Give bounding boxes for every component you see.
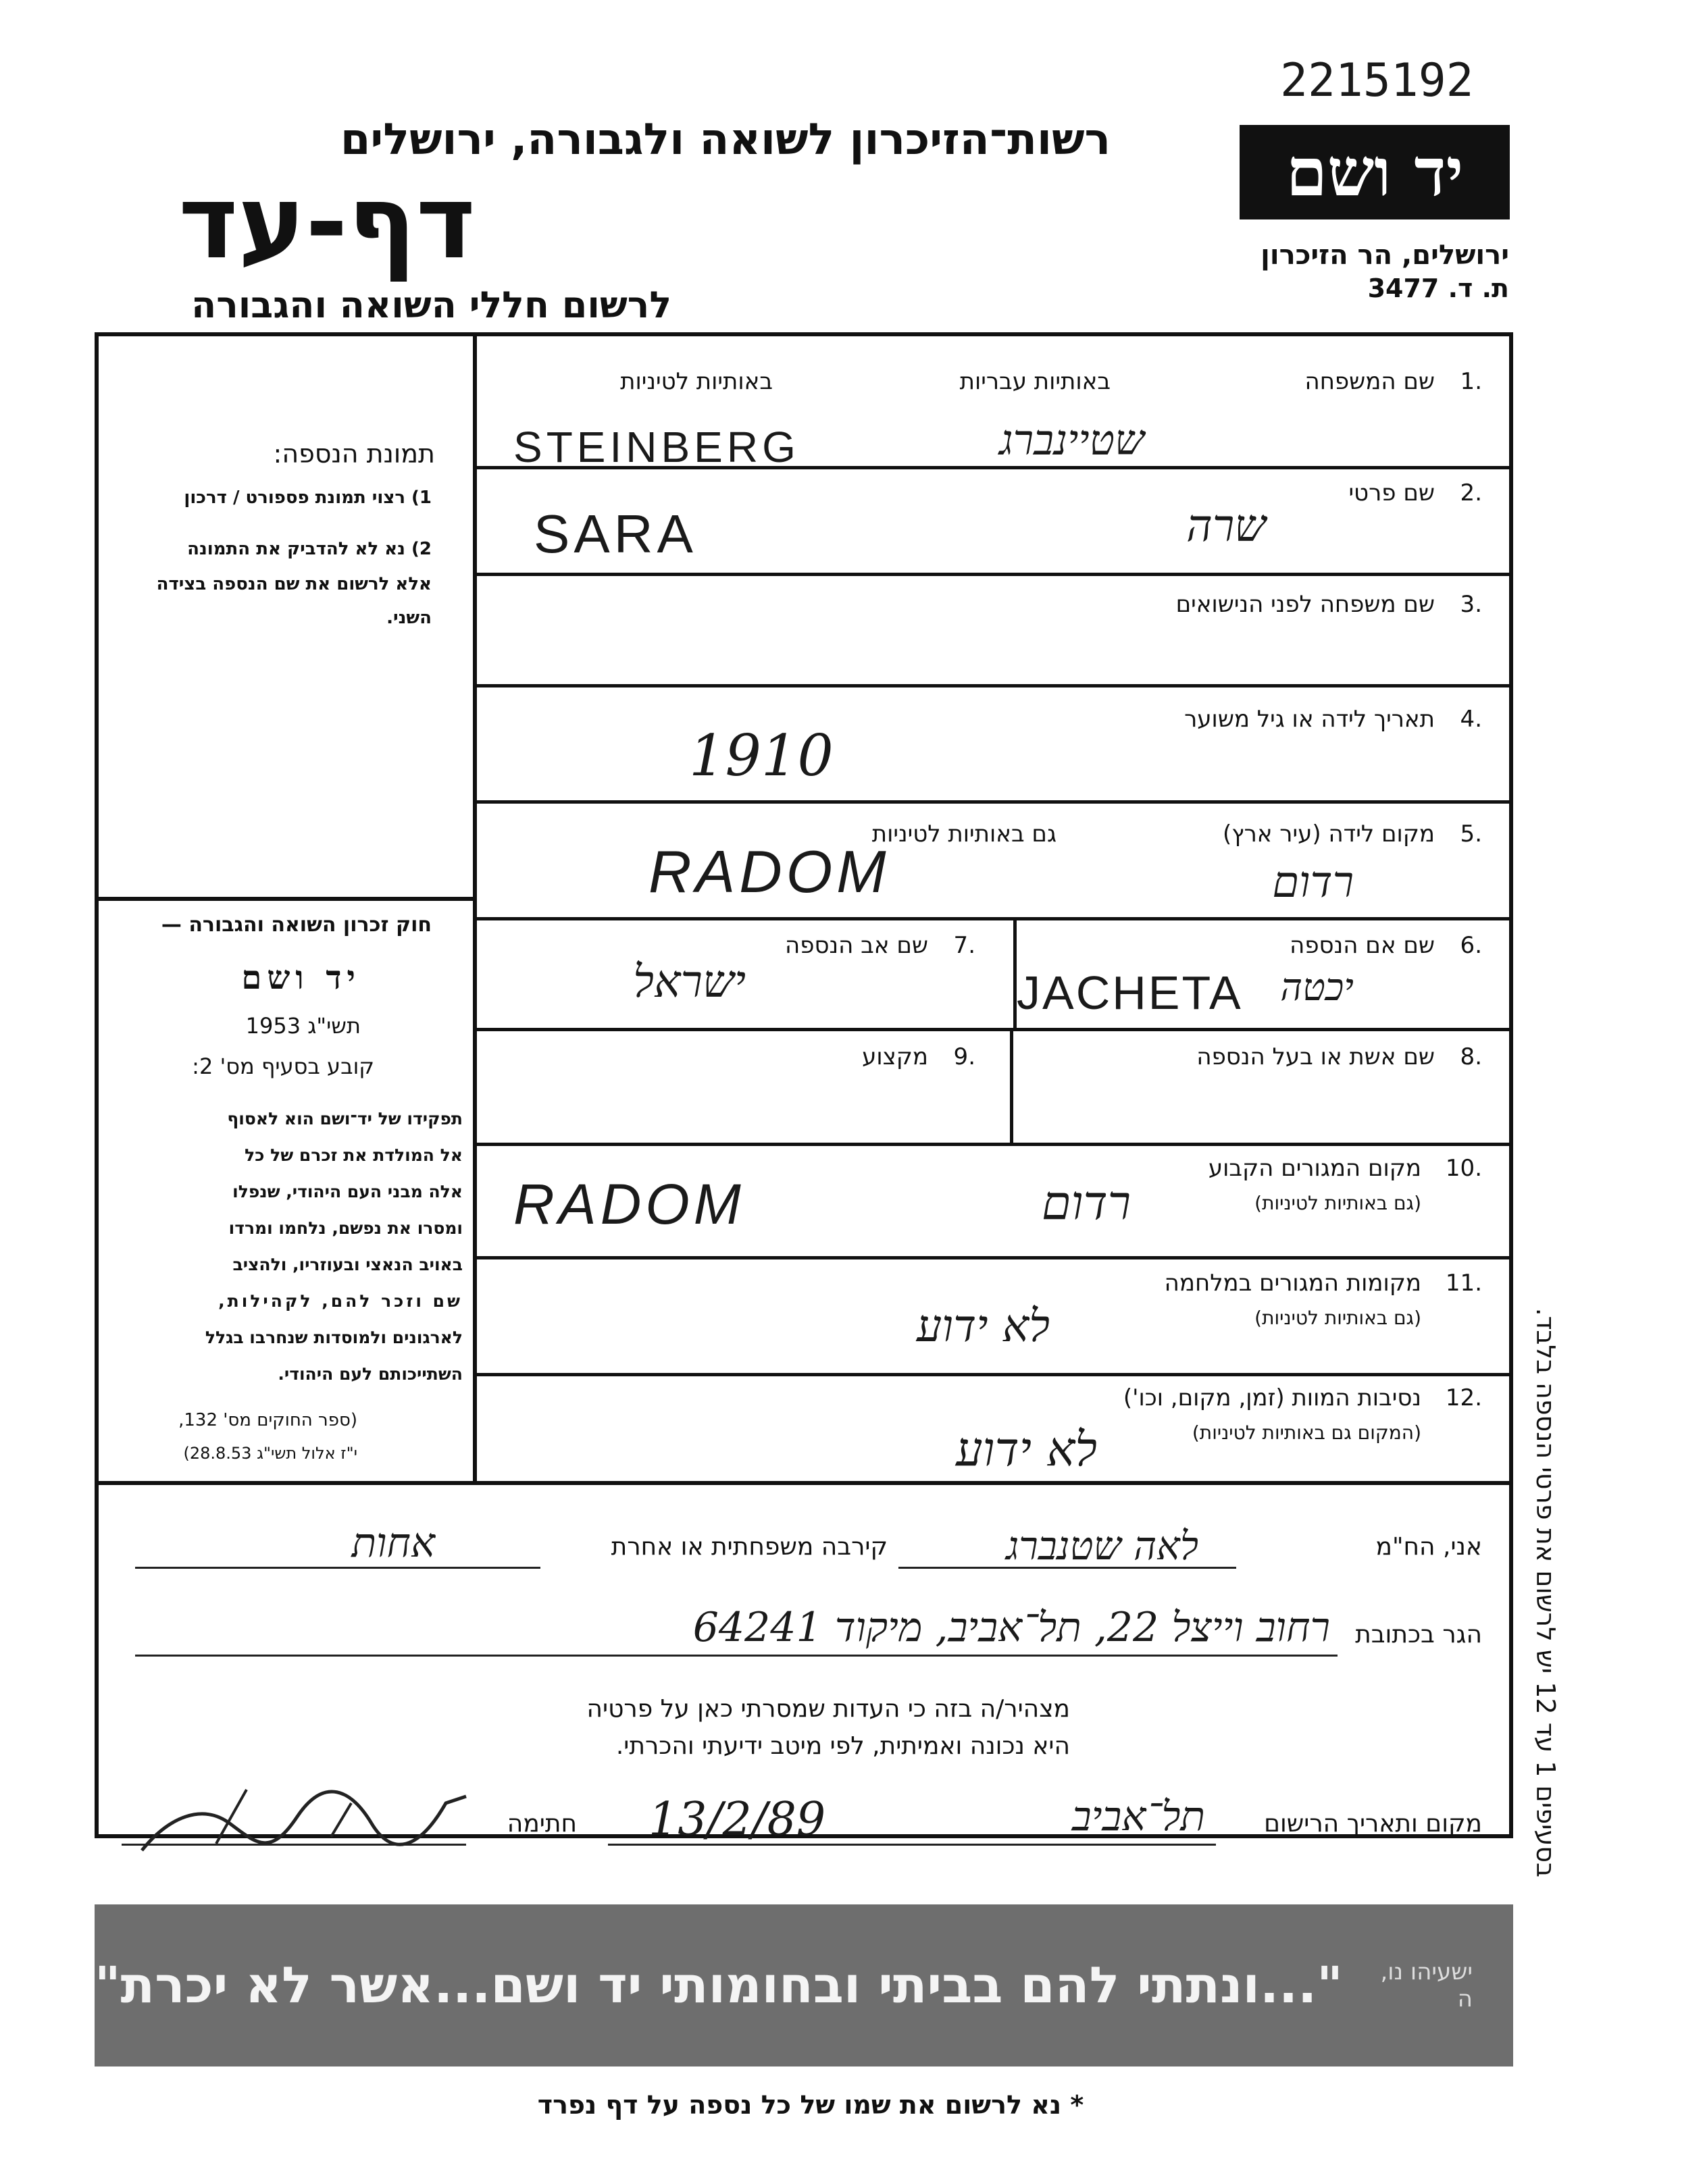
frame-left-border — [95, 332, 99, 1838]
declarant-name[interactable]: לאה שטנברג — [1006, 1523, 1198, 1569]
row-border — [473, 1028, 1513, 1031]
field-4-number: .4 — [1460, 706, 1482, 733]
logo-address-line1: ירושלים, הר הזיכרון — [1261, 240, 1509, 271]
law-text-line: אלה מבני העם היהודי, שנפלו — [232, 1182, 463, 1201]
banner-quote: "...ונתתי להם בביתי ובחומותי יד ושם...אשר לא יכרת" — [95, 1956, 1343, 2014]
quote-banner — [95, 1904, 1513, 2066]
field-5-latin-value[interactable]: RADOM — [648, 838, 890, 905]
row-border — [473, 1373, 1513, 1376]
law-text-line: אל המולדת את זכרם של כל — [245, 1145, 463, 1165]
row-border — [473, 1256, 1513, 1259]
photo-note-2a: 2) נא לא להדביק את התמונה — [187, 539, 432, 559]
field-4-value[interactable]: 1910 — [689, 723, 834, 789]
field-2-number: .2 — [1460, 479, 1482, 506]
fields-left-border — [473, 332, 477, 1484]
field-5-hebrew-value[interactable]: רדום — [1272, 858, 1354, 908]
photo-law-divider — [95, 897, 477, 901]
relation-label: קירבה משפחתית או אחרת — [611, 1533, 888, 1561]
field-2-label: שם פרטי — [1348, 479, 1435, 506]
address-label: הגר בכתובת — [1355, 1621, 1482, 1648]
address-value[interactable]: רחוב וייצל 22, תל־אביב, מיקוד 64241 — [692, 1604, 1330, 1651]
law-name: יד ושם — [241, 959, 361, 997]
law-ref-2: י"ז אלול תשי"ג 28.8.53) — [183, 1444, 357, 1463]
field-5-number: .5 — [1460, 821, 1482, 848]
row-border — [473, 573, 1513, 576]
law-text-line: השתייכותם לעם היהודי. — [278, 1364, 463, 1384]
field-12-label: נסיבות המוות (זמן, מקום, וכו') — [1123, 1384, 1421, 1411]
row-split-8-9 — [1010, 1028, 1013, 1143]
law-text-line: שם וזכר להם, לקהילות, — [218, 1291, 463, 1311]
field-11-number: .11 — [1445, 1270, 1482, 1297]
row-border — [473, 1143, 1513, 1146]
photo-note-2c: השני. — [386, 608, 432, 628]
page-title: דף-עד — [178, 164, 476, 282]
field-10-latin-value[interactable]: RADOM — [513, 1172, 745, 1236]
footer-note: * נא לרשום את שמו של כל נספה על דף נפרד — [537, 2090, 1084, 2120]
field-1-latin-value[interactable]: STEINBERG — [513, 423, 800, 471]
field-3-label: שם משפחה לפני הנישואים — [1175, 591, 1435, 618]
field-11-sub: (גם באותיות לטיניות) — [1254, 1307, 1421, 1329]
field-10-number: .10 — [1445, 1155, 1482, 1182]
field-10-label: מקום המגורים הקבוע — [1208, 1155, 1421, 1182]
frame-right-border — [1509, 332, 1513, 1838]
frame-top — [95, 332, 1513, 336]
law-text-line: לארגונים ולמוסדות שנחרבו בגלל — [205, 1328, 463, 1347]
declaration-statement-2: היא נכונה ואמיתית, לפי מיטב ידיעתי והכרתי. — [615, 1732, 1070, 1760]
field-12-sub: (המקום גם באותיות לטיניות) — [1192, 1422, 1421, 1444]
field-5-label: מקום לידה (עיר ארץ) — [1222, 821, 1435, 848]
authority-heading: רשות־הזיכרון לשואה ולגבורה, ירושלים — [340, 115, 1111, 165]
field-7-number: .7 — [953, 932, 975, 959]
law-text-line: ומסרו את נפשם, נלחמו ומרדו — [228, 1218, 463, 1238]
field-1-number: .1 — [1460, 368, 1482, 395]
field-4-label: תאריך לידה או גיל משוער — [1184, 706, 1435, 733]
signature-mark[interactable] — [128, 1776, 480, 1864]
field-8-label: שם אשת או בעל הנספה — [1196, 1043, 1435, 1070]
field-1-col-hebrew: באותיות עבריות — [959, 368, 1111, 395]
field-2-hebrew-value[interactable]: שרה — [1186, 500, 1266, 552]
field-6-hebrew-value[interactable]: יכטה — [1280, 966, 1354, 1010]
row-border — [473, 684, 1513, 687]
field-1-hebrew-value[interactable]: שטיינברג — [999, 415, 1144, 465]
row-border — [473, 917, 1513, 920]
relation-underline — [135, 1567, 540, 1569]
photo-note-1: 1) רצוי תמונת פספורט / דרכון — [184, 488, 432, 508]
row-border — [473, 800, 1513, 804]
field-1-label: שם המשפחה — [1304, 368, 1435, 395]
side-note: בסעיפים 1 עד 12 יש לרשום את פרטי הנספה בלבד. — [1531, 1307, 1560, 1877]
document-number: 2215192 — [1280, 54, 1474, 107]
law-text-line: באויב הנאצי ובעוזריו, ולהציב — [232, 1255, 463, 1274]
field-7-label: שם אב הנספה — [785, 932, 928, 959]
law-heading: חוק זכרון השואה והגבורה — — [161, 913, 432, 937]
fields-bottom-border — [95, 1481, 1513, 1485]
signature-label: חתימה — [507, 1810, 577, 1838]
law-text-line: תפקידו של יד־ושם הוא לאסוף — [227, 1109, 463, 1128]
field-9-label: מקצוע — [862, 1043, 928, 1070]
field-5-latin-note: גם באותיות לטיניות — [871, 821, 1057, 848]
yad-vashem-logo — [1240, 125, 1510, 219]
law-year: תשי"ג 1953 — [245, 1013, 361, 1039]
field-6-number: .6 — [1460, 932, 1482, 959]
field-9-number: .9 — [953, 1043, 975, 1070]
field-12-hebrew-value[interactable]: לא ידוע — [955, 1422, 1097, 1477]
declaration-i-label: אני, הח"מ — [1375, 1533, 1482, 1561]
photo-box-title: תמונת הנספה: — [273, 439, 435, 469]
address-underline — [135, 1655, 1338, 1657]
field-3-number: .3 — [1460, 591, 1482, 618]
page-subtitle: לרשום חללי השואה והגבורה — [191, 284, 671, 326]
field-6-latin-value[interactable]: JACHETA — [1017, 966, 1243, 1019]
field-2-latin-value[interactable]: SARA — [534, 504, 697, 564]
declaration-statement-1: מצהיר/ה בזה כי העדות שמסרתי כאן על פרטיה — [586, 1695, 1070, 1723]
field-12-number: .12 — [1445, 1384, 1482, 1411]
law-text — [108, 1101, 463, 1393]
field-1-col-latin: באותיות לטיניות — [620, 368, 773, 395]
field-10-hebrew-value[interactable]: רדום — [1041, 1175, 1131, 1230]
field-11-hebrew-value[interactable]: לא ידוע — [916, 1300, 1050, 1352]
field-10-sub: (גם באותיות לטיניות) — [1254, 1192, 1421, 1214]
logo-text: יד ושם — [1286, 133, 1464, 211]
banner-source: ישעיהו נו, ה — [1380, 1958, 1473, 2012]
logo-address-line2: ת. ד. 3477 — [1367, 274, 1509, 303]
law-ref-1: (ספר החוקים מס' 132, — [178, 1410, 357, 1430]
photo-note-2b: אלא לרשום את שם הנספה בצידה — [156, 574, 432, 594]
registration-place[interactable]: תל־אביב — [1071, 1793, 1205, 1840]
law-clause: קובע בסעיף מס' 2: — [192, 1054, 374, 1079]
field-8-number: .8 — [1460, 1043, 1482, 1070]
relation-value[interactable]: אחות — [351, 1519, 435, 1567]
field-7-hebrew-value[interactable]: ישראל — [633, 956, 746, 1008]
registration-date[interactable]: 13/2/89 — [648, 1793, 826, 1846]
field-11-label: מקומות המגורים במלחמה — [1164, 1270, 1421, 1297]
place-date-label: מקום ותאריך הרישום — [1264, 1810, 1482, 1838]
field-6-label: שם אם הנספה — [1290, 932, 1435, 959]
